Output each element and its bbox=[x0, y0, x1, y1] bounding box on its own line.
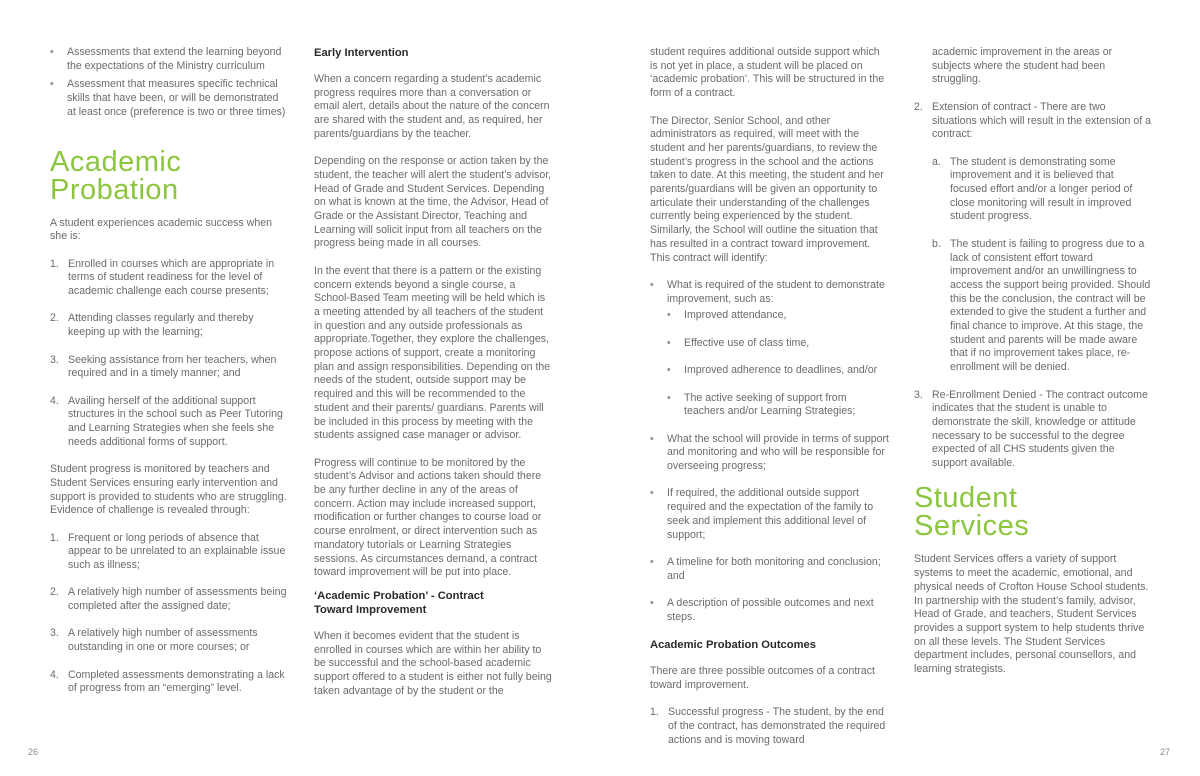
list-item: • Assessments that extend the learning beyond the expectations of the Ministry curriculum bbox=[50, 46, 290, 73]
heading-line-2: Toward Improvement bbox=[314, 603, 427, 616]
heading-line-1: Student bbox=[914, 482, 1018, 515]
item-text: Successful progress - The student, by the end of the contract, has demonstrated the required actions and is moving toward bbox=[668, 706, 886, 746]
item-text: Completed assessments demonstrating a lack of progress from an “emerging” level. bbox=[68, 668, 285, 695]
left-column-1 bbox=[50, 46, 290, 710]
item-number: 1. bbox=[650, 706, 659, 719]
item-number: 4. bbox=[50, 394, 59, 407]
sub-list-item bbox=[932, 238, 1152, 375]
early-intervention-paragraph-2: Depending on the response or action taken by the student, the teacher will alert the student’s advisor, Head of Grade and Student Services. Depending on what is known at the time, the Advisor, Head of Grade or the Assistant Director, Teaching and Learning will solicit input from all teachers on the progress being made in all courses. bbox=[314, 155, 552, 250]
student-services-heading bbox=[914, 482, 1152, 543]
list-item bbox=[50, 312, 290, 339]
sub-list-item: • Effective use of class time, bbox=[667, 337, 890, 351]
item-text: Extension of contract - There are two situations which will result in the extension of a contract: bbox=[932, 100, 1152, 141]
list-item bbox=[50, 627, 290, 654]
academic-probation-heading bbox=[50, 145, 290, 206]
item-text: What is required of the student to demonstrate improvement, such as: bbox=[667, 278, 885, 305]
outcomes-list-part-2 bbox=[914, 101, 1152, 471]
item-letter: a. bbox=[932, 155, 941, 168]
item-number: 2. bbox=[914, 100, 923, 113]
item-number: 2. bbox=[50, 312, 59, 325]
item-text: A relatively high number of assessments outstanding in one or more courses; or bbox=[68, 627, 258, 654]
item-number: 3. bbox=[50, 353, 59, 366]
item-text: Enrolled in courses which are appropriate in terms of student readiness for the level of academic challenge each course presents; bbox=[68, 257, 275, 298]
item-number: 1. bbox=[50, 257, 59, 270]
contract-continued-paragraph: student requires additional outside support which is not yet in place, a student will be placed on ‘academic probation’. This will be structured in the form of a contract. bbox=[650, 46, 885, 100]
list-item bbox=[50, 354, 290, 381]
extension-sub-list bbox=[932, 156, 1152, 375]
sub-list-item: • Improved attendance, bbox=[667, 309, 890, 323]
list-item: • If required, the additional outside support required and the expectation of the family to seek and implement this additional level of support; bbox=[650, 487, 890, 542]
item-number: 1. bbox=[50, 531, 59, 544]
item-number: 3. bbox=[914, 388, 923, 401]
item-text: Frequent or long periods of absence that appear to be unrelated to an explainable issue such as illness; bbox=[68, 531, 286, 571]
list-item bbox=[50, 586, 290, 613]
list-item bbox=[50, 395, 290, 450]
success-intro: A student experiences academic success when she is: bbox=[50, 216, 273, 243]
intro-bullet-list bbox=[50, 46, 290, 120]
page-number-right: 27 bbox=[1160, 747, 1171, 757]
heading-line-1: ‘Academic Probation’ - Contract bbox=[314, 589, 484, 602]
outcomes-heading: Academic Probation Outcomes bbox=[650, 639, 816, 652]
list-item: • A description of possible outcomes and next steps. bbox=[650, 597, 890, 624]
sub-list-item: • The active seeking of support from teachers and/or Learning Strategies; bbox=[667, 392, 890, 419]
sub-list bbox=[667, 309, 890, 419]
item-text: Availing herself of the additional support structures in the school such as Peer Tutoring and Learning Strategies when she feels she needs additional forms of support. bbox=[68, 394, 283, 448]
list-item bbox=[50, 669, 290, 696]
challenge-list bbox=[50, 532, 290, 696]
item-number: 4. bbox=[50, 668, 59, 681]
item-text: The student is demonstrating some improvement and it is believed that focused effort and/or a longer period of close monitoring will result in improved student progress. bbox=[950, 155, 1133, 223]
item-text: Re-Enrollment Denied - The contract outcome indicates that the student is unable to demonstrate the skill, knowledge or attitude necessary to be successful to the degree expected of all CHS students given the support available. bbox=[932, 388, 1148, 470]
item-text: Seeking assistance from her teachers, when required and in a timely manner; and bbox=[68, 353, 277, 380]
director-paragraph: The Director, Senior School, and other administrators as required, will meet with the student and her parents/guardians, to review the student’s progress in the school and the actions taken to date. At this meeting, the student and her parents/guardians will be given an opportunity to articulate their understanding of the challenges currently being experienced by the student. Similarly, the School will outline the situation that has resulted in a contract toward improvement. This contract will identify: bbox=[650, 114, 884, 264]
early-intervention-heading: Early Intervention bbox=[314, 47, 409, 59]
right-column-2 bbox=[914, 46, 1152, 690]
list-item: • Assessment that measures specific technical skills that have been, or will be demonstrated at least once (preference is two or three times) bbox=[50, 78, 290, 119]
early-intervention-paragraph-4: Progress will continue to be monitored by the student’s Advisor and actions taken should there be any further decline in any of the areas of concern. Action may include increased support, modification or further changes to course load or course enrolment, or direct intervention such as mandatory tutorials or Learning Strategies sessions. As circumstances demand, a contract toward improvement will be put into place. bbox=[314, 456, 542, 579]
item-letter: b. bbox=[932, 237, 941, 250]
list-item: • A timeline for both monitoring and conclusion; and bbox=[650, 556, 890, 583]
sub-list-item bbox=[932, 156, 1152, 225]
outcomes-intro: There are three possible outcomes of a contract toward improvement. bbox=[650, 665, 875, 691]
left-column-2 bbox=[314, 46, 554, 712]
early-intervention-paragraph-1: When a concern regarding a student’s academic progress requires more than a conversation or email alert, details about the nature of the concern are shared with the student and, as required, her parents/guardians by the teacher. bbox=[314, 73, 550, 140]
success-list bbox=[50, 258, 290, 450]
outcome-1-continued: academic improvement in the areas or subjects where the student had been struggling. bbox=[932, 46, 1113, 86]
contract-identify-list bbox=[650, 279, 890, 624]
item-number: 3. bbox=[50, 627, 59, 640]
item-text: Attending classes regularly and thereby keeping up with the learning; bbox=[68, 312, 254, 339]
sub-list-item: • Improved adherence to deadlines, and/or bbox=[667, 364, 890, 378]
student-services-paragraph: Student Services offers a variety of support systems to meet the academic, emotional, and physical needs of Crofton House School students. In partnership with the student’s family, advisor, Head of Grade, and teachers, Student Services provides a support system to help students thrive on all these levels. The Student Services department includes, personal counsellors, and learning strategists. bbox=[914, 553, 1149, 676]
monitoring-paragraph: Student progress is monitored by teachers and Student Services ensuring early intervention and support is provided to students who are struggling. Evidence of challenge is revealed through: bbox=[50, 463, 287, 517]
list-item bbox=[50, 258, 290, 299]
list-item bbox=[914, 101, 1152, 375]
list-item bbox=[650, 279, 890, 419]
heading-line-2: Services bbox=[914, 510, 1030, 543]
contract-paragraph: When it becomes evident that the student is enrolled in courses which are within her ability to be successful and the school-based academic support offered to a student is either not fully being taken advantage of by the student or the bbox=[314, 629, 552, 697]
item-text: The student is failing to progress due to a lack of consistent effort toward improvement and/or an unwillingness to access the support being provided. Should this be the conclusion, the contract will be extended to give the student a further and final chance to improve. At this stage, the student and parents will be made aware that if no improvement takes place, re-enrollment will be denied. bbox=[950, 237, 1151, 374]
early-intervention-paragraph-3: In the event that there is a pattern or the existing concern extends beyond a single course, a School-Based Team meeting will be held which is a meeting attended by all teachers of the student in question and any outside professionals as appropriate.Together, they explore the challenges, propose actions of support, create a monitoring plan and assign responsibilities. Depending on the needs of the student, outside support may be required and this will be recommended to the student and their parents/ guardians. Parents will be included in this process by meeting with the students assigned case manager or advisor. bbox=[314, 264, 551, 442]
list-item bbox=[914, 389, 1152, 471]
heading-line-1: Academic bbox=[50, 145, 182, 178]
list-item: • What the school will provide in terms of support and monitoring and who will be responsible for overseeing progress; bbox=[650, 433, 890, 474]
page-number-left: 26 bbox=[28, 747, 39, 757]
contract-heading bbox=[314, 589, 554, 617]
heading-line-2: Probation bbox=[50, 173, 179, 206]
item-number: 2. bbox=[50, 586, 59, 599]
list-item bbox=[650, 706, 890, 747]
right-column-1 bbox=[650, 46, 890, 761]
item-text: A relatively high number of assessments being completed after the assigned date; bbox=[68, 586, 287, 613]
list-item bbox=[50, 532, 290, 573]
outcomes-list-part-1 bbox=[650, 706, 890, 747]
